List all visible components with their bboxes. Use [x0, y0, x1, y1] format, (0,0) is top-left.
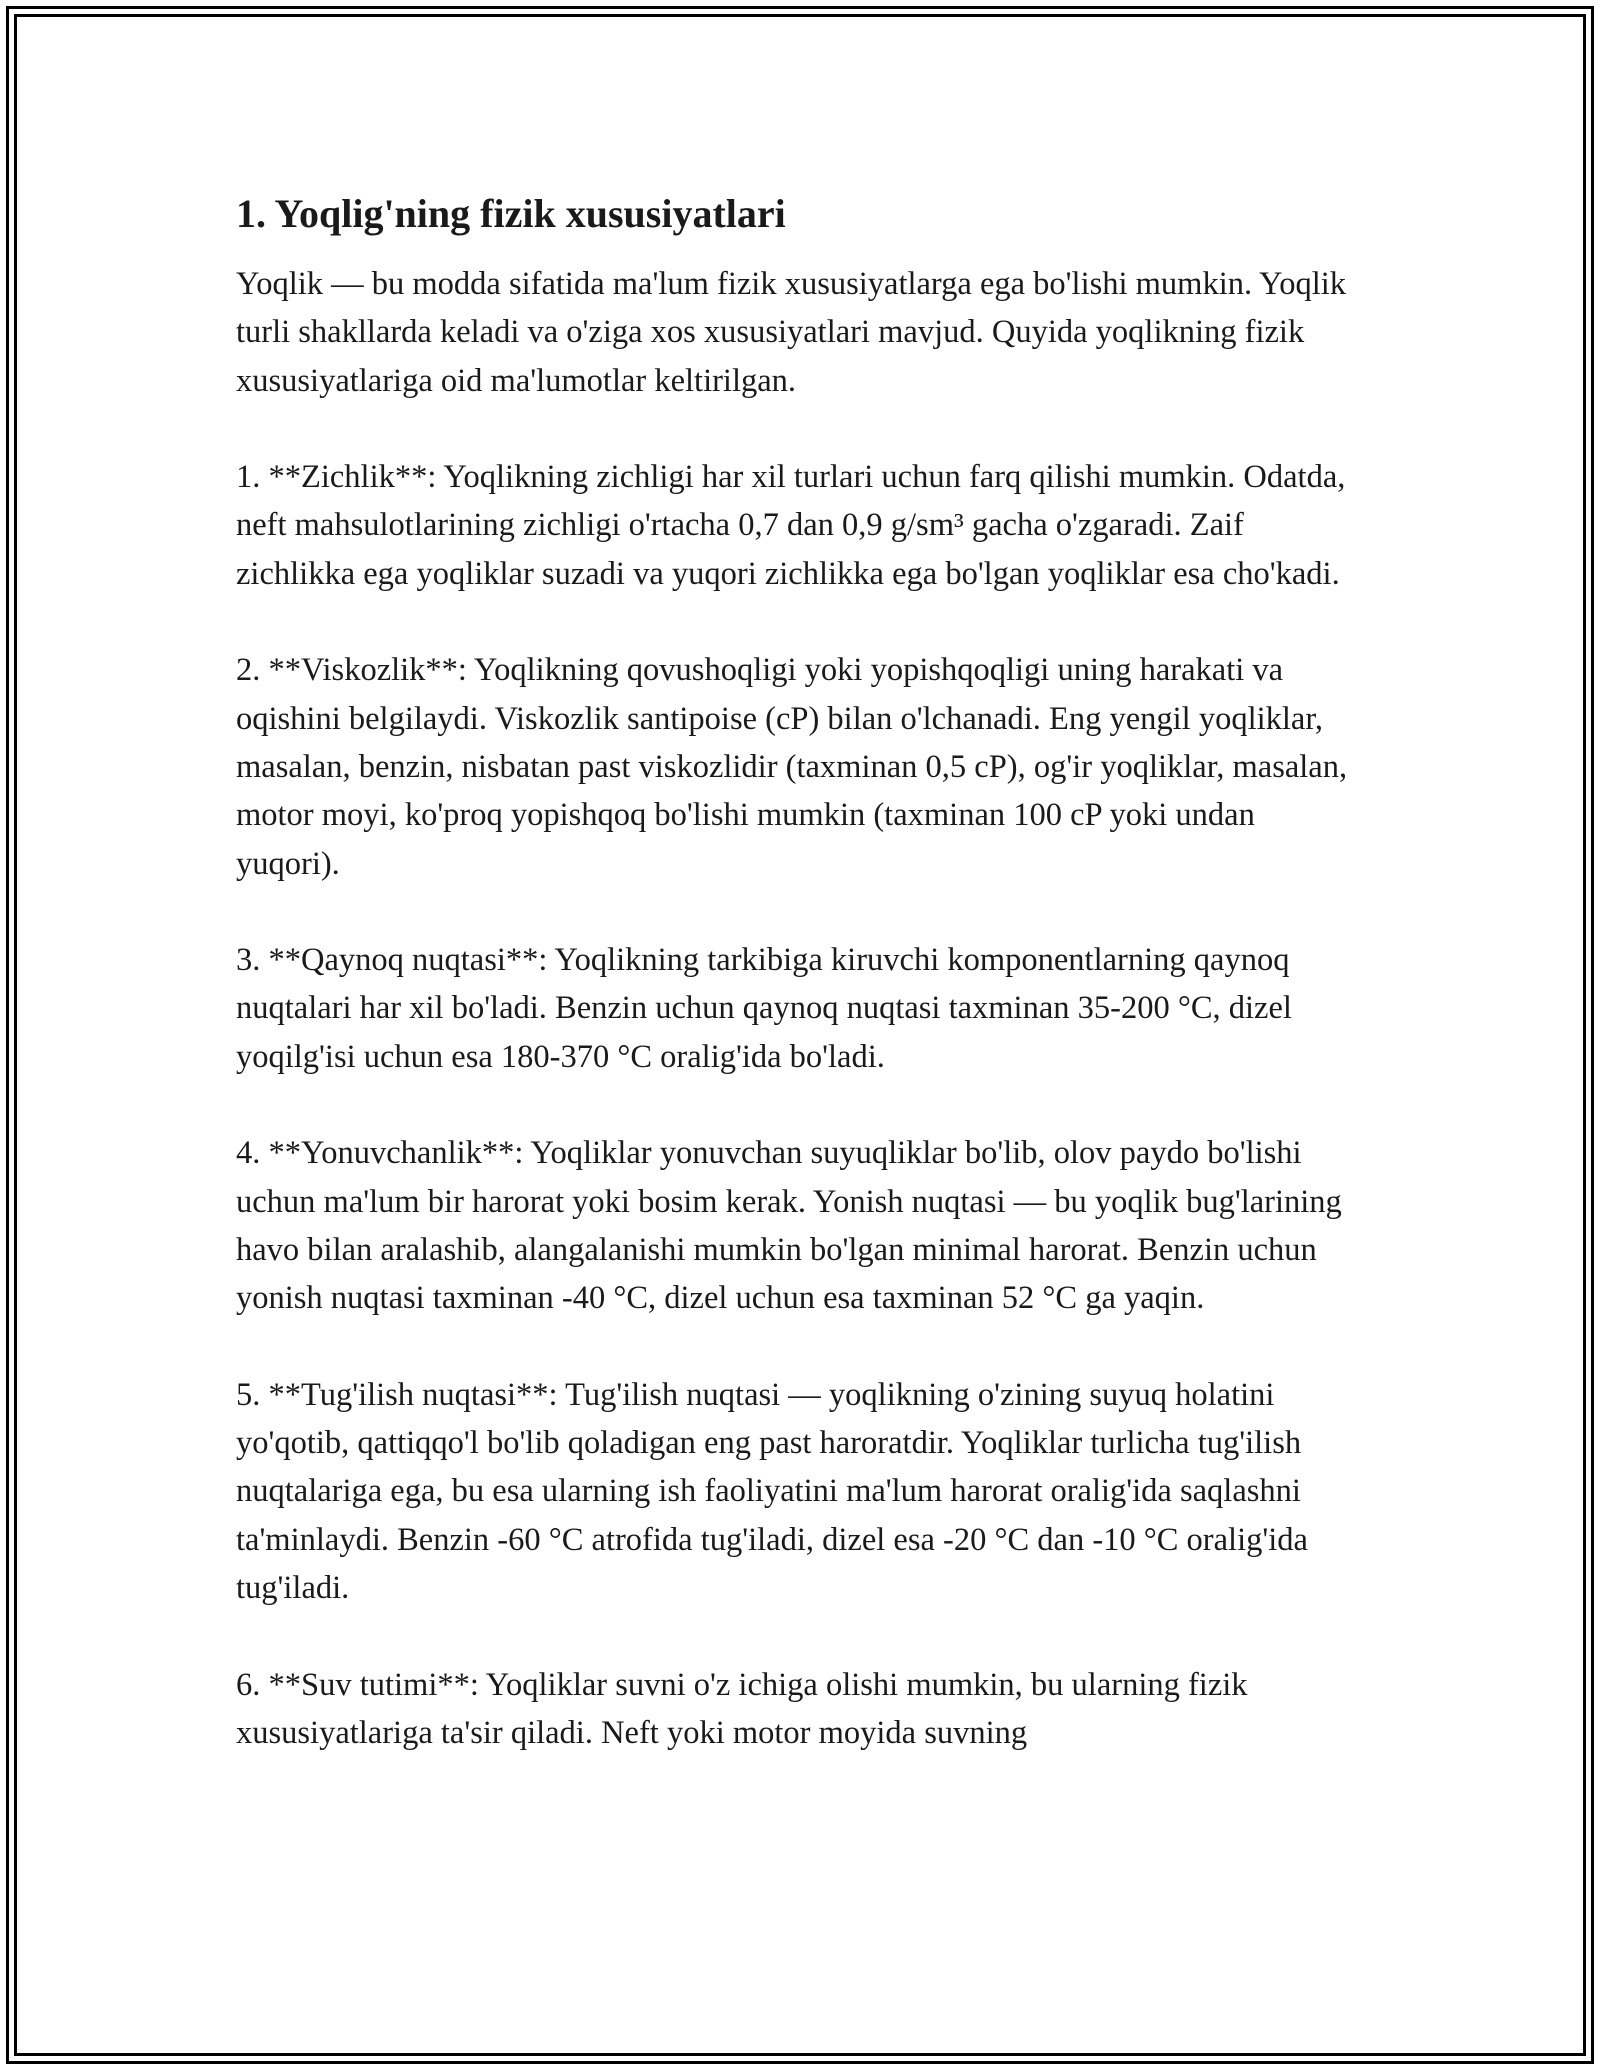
paragraph-density: 1. **Zichlik**: Yoqlikning zichligi har xil turlari uchun farq qilishi mumkin. Odatda, neft mahsulotlarining zichligi o'rtacha 0,7 dan 0,9 g/sm³ gacha o'zgaradi. Zaif zichlikka ega yoqliklar suzadi va yuqori zichlikka ega bo'lgan yoqliklar esa cho'kadi. — [236, 459, 1346, 592]
section-title: 1. Yoqlig'ning fizik xususiyatlari — [236, 191, 786, 236]
paragraph-freezing-point: 5. **Tug'ilish nuqtasi**: Tug'ilish nuqtasi — yoqlikning o'zining suyuq holatini yo'qotib, qattiqqo'l bo'lib qoladigan eng past haroratdir. Yoqliklar turlicha tug'ilish nuqtalariga ega, bu esa ularning ish faoliyatini ma'lum harorat oralig'ida saqlashni ta'minlaydi. Benzin -60 °C atrofida tug'iladi, dizel esa -20 °C dan -10 °C oralig'ida tug'iladi. — [236, 1376, 1308, 1607]
intro-paragraph: Yoqlik — bu modda sifatida ma'lum fizik xususiyatlarga ega bo'lishi mumkin. Yoqlik turli shakllarda keladi va o'ziga xos xususiyatlari mavjud. Quyida yoqlikning fizik xususiyatlariga oid ma'lumotlar keltirilgan. — [236, 266, 1347, 399]
document-page — [236, 188, 1366, 1806]
paragraph-flammability: 4. **Yonuvchanlik**: Yoqliklar yonuvchan suyuqliklar bo'lib, olov paydo bo'lishi uchun ma'lum bir harorat yoki bosim kerak. Yonish nuqtasi — bu yoqlik bug'larining havo bilan aralashib, alangalanishi mumkin bo'lgan minimal harorat. Benzin uchun yonish nuqtasi taxminan -40 °C, dizel uchun esa taxminan 52 °C ga yaqin. — [236, 1135, 1342, 1317]
paragraph-viscosity: 2. **Viskozlik**: Yoqlikning qovushoqligi yoki yopishqoqligi uning harakati va oqishini belgilaydi. Viskozlik santipoise (cP) bilan o'lchanadi. Eng yengil yoqliklar, masalan, benzin, nisbatan past viskozlidir (taxminan 0,5 cP), og'ir yoqliklar, masalan, motor moyi, ko'proq yopishqoq bo'lishi mumkin (taxminan 100 cP yoki undan yuqori). — [236, 652, 1348, 882]
paragraph-water-content: 6. **Suv tutimi**: Yoqliklar suvni o'z ichiga olishi mumkin, bu ularning fizik xususiyatlariga ta'sir qiladi. Neft yoki motor moyida suvning — [236, 1666, 1248, 1751]
paragraph-boiling-point: 3. **Qaynoq nuqtasi**: Yoqlikning tarkibiga kiruvchi komponentlarning qaynoq nuqtalari har xil bo'ladi. Benzin uchun qaynoq nuqtasi taxminan 35-200 °C, dizel yoqilg'isi uchun esa 180-370 °C oralig'ida bo'ladi. — [236, 942, 1292, 1075]
